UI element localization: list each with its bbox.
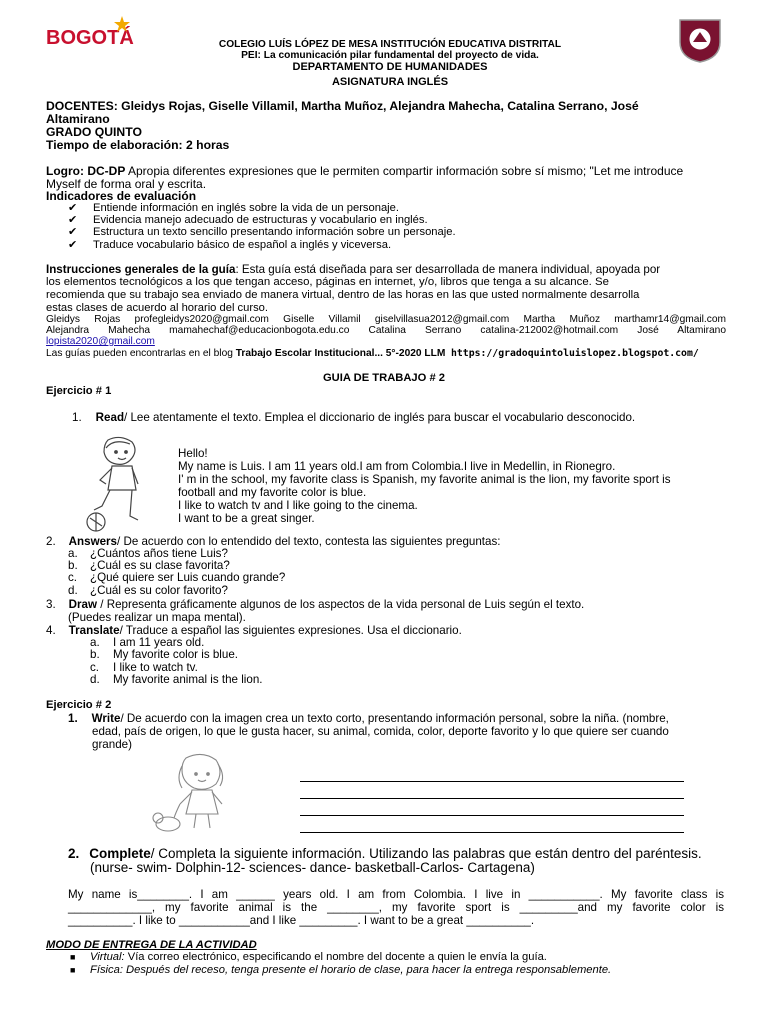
indicator-item: ✔ Traduce vocabulario básico de español a inglés y viceversa.: [68, 238, 392, 251]
boy-illustration: [86, 436, 148, 534]
pei-text: PEI: La comunicación pilar fundamental del proyecto de vida.: [241, 50, 539, 61]
question-item: a. ¿Cuántos años tiene Luis?: [68, 547, 228, 560]
write-instruction-2: edad, país de origen, lo que le gusta hacer, su animal, comida, color, deporte favorito y lo que quiere ser cuando: [92, 725, 669, 738]
write-instruction-1: 1. Write/ De acuerdo con la imagen crea un texto corto, presentando información personal, sobre la niña. (nombre,: [68, 712, 669, 725]
star-icon: [114, 16, 130, 32]
story-line: football and my favorite color is blue.: [178, 486, 367, 499]
read-instruction: 1. Read/ Lee atentamente el texto. Emplea el diccionario de inglés para buscar el vocabulario desconocido.: [72, 411, 636, 424]
check-icon: ✔: [68, 202, 78, 214]
instructions-line-4: estas clases de acuerdo al horario del curso.: [46, 302, 269, 314]
blog-name[interactable]: Trabajo Escolar Institucional... 5°-2020 LLM: [235, 348, 446, 359]
blog-url[interactable]: https://gradoquintoluislopez.blogspot.com/: [451, 348, 699, 359]
check-icon: ✔: [68, 214, 78, 227]
phrases-list: [90, 637, 263, 687]
check-icon: ✔: [68, 226, 78, 239]
exercise-1-title: Ejercicio # 1: [46, 385, 112, 397]
delivery-item-fisica: ■ Física: Después del receso, tenga presente el horario de clase, para hacer la entrega responsablemente.: [70, 964, 612, 976]
complete-instruction-2: (nurse- swim- Dolphin-12- sciences- dance- basketball-Carlos- Cartagena): [90, 860, 535, 875]
blog-line: Las guías pueden encontrarlas en el blog Trabajo Escolar Institucional... 5°-2020 LLM https://gradoquintoluislopez.blogspot.com/: [46, 348, 699, 359]
fill-line-2[interactable]: _____________, my favorite animal is the ________, my favorite sport is _________and my favorite color is: [68, 901, 724, 914]
emails-line-1: Gleidys Rojas profegleidys2020@gmail.com Giselle Villamil giselvillasua2012@gmail.com Martha Muñoz marthamr14@gmail.com: [46, 314, 726, 325]
instructions-label: Instrucciones generales de la guía: [46, 263, 236, 276]
subject-title: ASIGNATURA INGLÉS: [331, 76, 449, 88]
story-line: I want to be a great singer.: [178, 512, 315, 525]
question-item: c. ¿Qué quiere ser Luis cuando grande?: [68, 571, 286, 585]
answer-line[interactable]: [300, 802, 684, 816]
indicator-item: ✔ Estructura un texto sencillo presentando información sobre un personaje.: [68, 226, 456, 239]
check-icon: ✔: [68, 238, 78, 251]
story-text: [178, 447, 671, 525]
teachers-line-1: DOCENTES: Gleidys Rojas, Giselle Villamil, Martha Muñoz, Alejandra Mahecha, Catalina Serrano, José: [46, 99, 639, 113]
story-line: Hello!: [178, 447, 208, 460]
indicators-list: [68, 202, 456, 251]
story-line: My name is Luis. I am 11 years old.I am from Colombia.I live in Medellin, in Rionegro.: [178, 460, 616, 473]
delivery-title: MODO DE ENTREGA DE LA ACTIVIDAD: [46, 939, 257, 951]
teachers-line-2: Altamirano: [46, 112, 110, 126]
fill-line-1[interactable]: My name is________. I am ______ years old. I am from Colombia. I live in ___________. My favorite class is: [68, 888, 724, 901]
logo-text: BOGOTÁ: [46, 27, 134, 49]
question-item: b. ¿Cuál es su clase favorita?: [68, 559, 230, 573]
girl-illustration: [146, 752, 246, 834]
bullet-icon: ■: [70, 965, 76, 975]
story-line: I like to watch tv and I like going to the cinema.: [178, 499, 418, 512]
guide-title: GUIA DE TRABAJO # 2: [322, 372, 446, 384]
story-line: I' m in the school, my favorite class is Spanish, my favorite animal is the lion, my favorite sport is: [178, 473, 671, 486]
draw-note: (Puedes realizar un mapa mental).: [68, 611, 246, 624]
write-instruction-3: grande): [92, 738, 132, 751]
logro-label: Logro: DC-DP: [46, 164, 126, 178]
answer-line[interactable]: [300, 819, 684, 833]
logro-text-1: Apropia diferentes expresiones que le permiten compartir información sobre sí mismo; "Let me introduce: [125, 164, 684, 178]
translate-instruction: 4. Translate/ Traduce a español las siguientes expresiones. Usa el diccionario.: [46, 624, 462, 637]
logro-line-2: Myself de forma oral y escrita.: [46, 177, 207, 191]
bullet-icon: ■: [70, 952, 76, 962]
instructions-line-2: los elementos tecnológicos a los que tengan acceso, páginas en internet, y/o, libros que tenga a su alcance. Se: [46, 276, 609, 288]
questions-list: [68, 548, 285, 597]
bogota-logo: [46, 26, 136, 56]
grade: GRADO QUINTO: [46, 125, 142, 139]
school-name: COLEGIO LUÍS LÓPEZ DE MESA INSTITUCIÓN EDUCATIVA DISTRITAL: [218, 39, 562, 50]
phrase-item: b. My favorite color is blue.: [90, 648, 239, 662]
draw-instruction: 3. Draw / Representa gráficamente algunos de los aspectos de la vida personal de Luis según el texto.: [46, 598, 585, 611]
exercise-2-title: Ejercicio # 2: [46, 699, 112, 711]
indicator-item: ✔ Evidencia manejo adecuado de estructuras y vocabulario en inglés.: [68, 214, 428, 227]
answer-line[interactable]: [300, 785, 684, 799]
time: Tiempo de elaboración: 2 horas: [46, 138, 230, 152]
answer-line[interactable]: [300, 768, 684, 782]
complete-instruction-1: 2. Complete/ Completa la siguiente información. Utilizando las palabras que están dentro del paréntesis.: [68, 846, 702, 861]
school-crest-icon: [676, 16, 724, 64]
fill-line-3[interactable]: __________. I like to ___________and I like _________. I want to be a great __________.: [68, 914, 535, 927]
answers-instruction: 2. Answers/ De acuerdo con lo entendido del texto, contesta las siguientes preguntas:: [46, 535, 501, 548]
instructions-line-1: Instrucciones generales de la guía: Esta guía está diseñada para ser desarrollada de manera individual, apoyada por: [46, 263, 661, 276]
phrase-item: a. I am 11 years old.: [90, 636, 205, 649]
indicators-title: Indicadores de evaluación: [46, 189, 197, 203]
delivery-item-virtual: ■ Virtual: Vía correo electrónico, especificando el nombre del docente a quien le envía la guía.: [70, 951, 547, 963]
email-link[interactable]: lopista2020@gmail.com: [46, 336, 155, 347]
indicator-item: ✔ Entiende información en inglés sobre la vida de un personaje.: [68, 202, 399, 214]
instructions-line-3: recomienda que su trabajo sea enviado de manera virtual, dentro de las horas en las que usted normalmente desarrolla: [46, 289, 640, 301]
phrase-item: d. My favorite animal is the lion.: [90, 673, 263, 687]
phrase-item: c. I like to watch tv.: [90, 660, 198, 674]
question-item: d. ¿Cuál es su color favorito?: [68, 583, 228, 597]
department-title: DEPARTAMENTO DE HUMANIDADES: [292, 61, 488, 73]
emails-line-2: Alejandra Mahecha mamahechaf@educacionbogota.edu.co Catalina Serrano catalina-212002@hotmail.com José Altamirano: [46, 325, 726, 336]
